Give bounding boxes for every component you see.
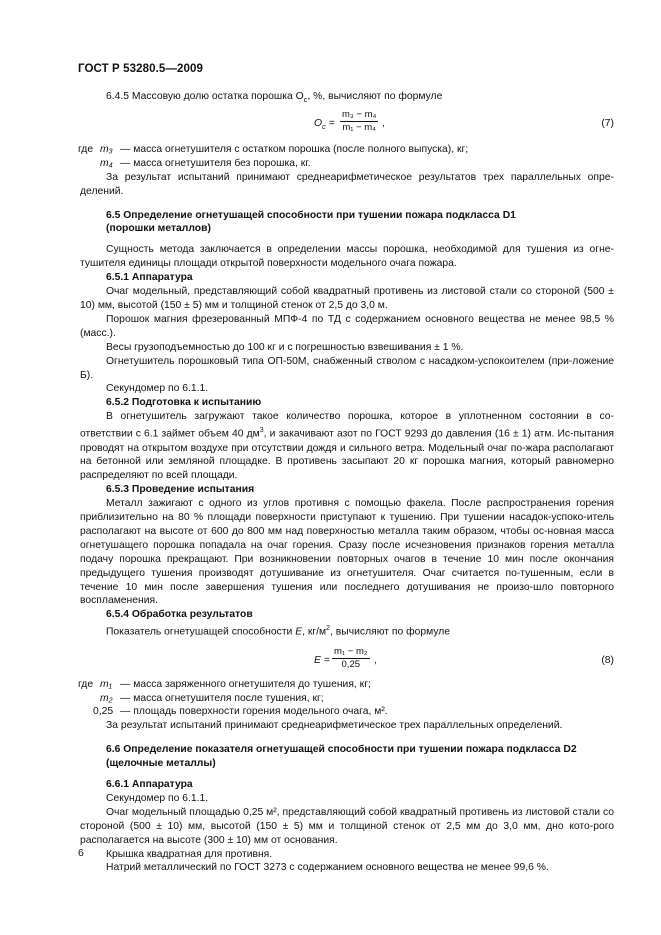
paragraph: Очаг модельный, представляющий собой квадратный противень из листовой стали со стороной (500 ± 10) мм, высотой (150 ± 5) мм и толщиной стенок от 2,5 до 3,0 м. — [80, 286, 614, 311]
paragraph: Металл зажигают с одного из углов противня с помощью факела. После распространения горения приблизительно на 80 % площади поверхности приступают к тушению. При тушении насадок-успоко-итель располагают на высоте от 600 до 800 мм над поверхностью металла таким образом, чтобы ос-новная масса огнетушащего порошка попадала на очаг горения. Сразу после исчезновения признаков горения металла подачу порошка прекращают. При возникновении повторных очагов в течение 10 мин после окончания предыдущего тушения производят дотушивание из огнетушителя. Очаг считается по-тушенным, если в течение 10 мин после завершения тушения или последнего дотушивания не произо-шло повторного воспламенения. — [80, 498, 614, 607]
text: , кг/м — [302, 626, 327, 638]
paragraph: За результат испытаний принимают среднеарифметическое результатов трех параллельных опре-делений. — [80, 171, 614, 197]
text: В огнетушитель загружают такое количество порошка, которое в уплотненном состоянии в со-ответствии с 6.1 займет объем 40 дм — [80, 411, 614, 440]
subsection-title-6-5-2: 6.5.2 Подготовка к испытанию — [106, 397, 262, 409]
section-title-6-6: 6.6 Определение показателя огнетушащей способности при тушении пожара подкласса D2 — [106, 744, 577, 756]
subsection-title-6-6-1: 6.6.1 Аппаратура — [106, 779, 193, 791]
section-title-6-5: 6.5 Определение огнетушащей способности при тушении пожара подкласса D1 — [106, 209, 516, 221]
section-title-6-6-cont: (щелочные металлы) — [106, 758, 216, 770]
formula-numerator: m₁ − m₂ — [334, 645, 368, 657]
subsection-title-6-5-4: 6.5.4 Обработка результатов — [106, 609, 253, 621]
variable-definition: — масса огнетушителя без порошка, кг. — [120, 157, 311, 169]
where-row — [80, 678, 614, 692]
formula-7: $O_c$ = $\frac{\text{m₃ − m₄}}{\text{m₁ − m₄}}$ , (7) — [314, 108, 614, 133]
paragraph: Весы грузоподъемностью до 100 кг и с погрешностью взвешивания ± 1 %. — [106, 341, 464, 353]
paragraph: Секундомер по 6.1.1. — [106, 383, 209, 395]
where-row — [80, 692, 614, 706]
formula-lhs: $O_c$ = — [314, 117, 335, 132]
where-label: где — [78, 143, 94, 155]
formula-denominator: m₁ − m₄ — [342, 121, 377, 133]
formula-denominator: 0,25 — [341, 658, 361, 670]
where-row — [80, 157, 614, 171]
variable: m₂ — [100, 692, 113, 704]
variable: m₃ — [100, 143, 113, 155]
paragraph: Натрий металлический по ГОСТ 3273 с содержанием основного вещества не менее 99,6 %. — [106, 862, 549, 874]
paragraph: Крышка квадратная для противня. — [106, 848, 273, 860]
variable: E — [295, 626, 303, 638]
superscript: 3 — [259, 427, 264, 435]
page-number: 6 — [78, 847, 84, 859]
superscript: 2 — [326, 625, 331, 633]
page-header: ГОСТ Р 53280.5—2009 — [78, 63, 203, 75]
paragraph: Секундомер по 6.1.1. — [106, 792, 209, 804]
paragraph — [80, 410, 614, 483]
text: , и закачивают азот по ГОСТ 9293 до давления (16 ± 1) атм. Ис-пытания проводят на открытом воздухе при отсутствии дождя и сильного ветра. Модельный очаг по-жара располагают на бетонной или земляной площадке. В противень засыпают 20 кг порошка магния, который равномерно распределяют по всей площади. — [80, 428, 614, 482]
formula-number: (8) — [601, 654, 614, 666]
document-body — [80, 90, 614, 875]
text: , вычисляют по формуле — [330, 626, 451, 638]
paragraph: Порошок магния фрезерованный МПФ-4 по ТД с содержанием основного вещества не менее 98,5 % (масс.). — [80, 313, 614, 339]
variable-definition: — масса огнетушителя с остатком порошка (после полного выпуска), кг; — [120, 143, 469, 155]
variable-definition: — масса заряженного огнетушителя до тушения, кг; — [120, 678, 371, 690]
where-row — [80, 143, 614, 157]
variable: 0,25 — [93, 706, 114, 718]
paragraph-645-intro — [80, 90, 614, 107]
where-row — [80, 705, 614, 719]
paragraph: Сущность метода заключается в определении массы порошка, необходимой для тушения из огне-тушителя единицы площади открытой поверхности модельного очага пожара. — [80, 244, 614, 270]
text: , %, вычисляют по формуле — [307, 91, 443, 102]
section-title-6-5-cont: (порошки металлов) — [106, 223, 211, 235]
text: 6.4.5 Массовую долю остатка порошка O — [106, 91, 304, 102]
formula-number: (7) — [601, 117, 614, 129]
formula-fraction — [332, 646, 370, 671]
subsection-title-6-5-1: 6.5.1 Аппаратура — [106, 272, 193, 284]
formula-lhs: E = — [314, 654, 330, 666]
subscript: c — [303, 95, 308, 105]
paragraph: Огнетушитель порошковый типа ОП-50М, снабженный стволом с насадком-успокоителем (при-ложение Б). — [80, 355, 614, 381]
text: Показатель огнетушащей способности — [106, 626, 296, 638]
subsection-title-6-5-3: 6.5.3 Проведение испытания — [106, 484, 255, 496]
variable-definition: — масса огнетушителя после тушения, кг; — [120, 692, 324, 704]
variable: m₁ — [100, 678, 112, 690]
variable-definition: — площадь поверхности горения модельного очага, м². — [120, 706, 388, 718]
formula-8: E = $\frac{\text{m₁ − m₂}}{0,25}$ , (8) — [314, 645, 614, 670]
paragraph: За результат испытаний принимают среднеарифметическое трех параллельных определений. — [106, 720, 563, 732]
formula-fraction — [340, 109, 378, 134]
paragraph: Очаг модельный площадью 0,25 м², представляющий собой квадратный противень из листовой стали со стороной (500 ± 10) мм, высотой (150 ± 5) мм и толщиной стенок от 2,5 мм до 3,0 мм, дно кото-рого располагается на высоте (300 ± 10) мм от основания. — [80, 806, 614, 846]
paragraph — [80, 622, 614, 639]
where-label: где — [78, 678, 94, 690]
variable: m₄ — [100, 157, 113, 169]
formula-numerator: m₃ − m₄ — [342, 108, 377, 120]
